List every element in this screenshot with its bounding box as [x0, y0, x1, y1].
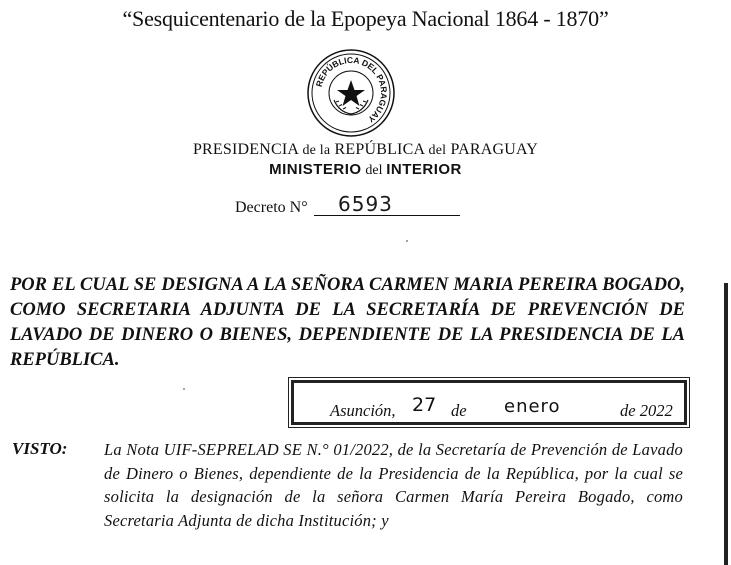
presidencia-del: del: [428, 143, 447, 158]
national-seal-icon: [306, 48, 396, 138]
presidencia-republica: REPÚBLICA: [334, 141, 425, 158]
decree-title: POR EL CUAL SE DESIGNA A LA SEÑORA CARMEN MARIA PEREIRA BOGADO, COMO SECRETARIA ADJUNTA DE LA SECRETARÍA DE PREVENCIÓN DE LAVADO DE DINERO O BIENES, DEPENDIENTE DE LA PRESIDENCIA DE LA REPÚBLICA.: [10, 275, 685, 370]
scan-speck: [406, 240, 408, 242]
date-de: de: [451, 401, 467, 420]
ministerio-del: del: [365, 163, 383, 178]
decreto-label: Decreto N°: [235, 199, 308, 216]
ministerio-interior: INTERIOR: [386, 161, 462, 178]
presidencia-paraguay: PARAGUAY: [450, 141, 539, 158]
date-city: Asunción,: [330, 401, 396, 420]
presidencia-heading: [0, 141, 731, 159]
ministerio-word: MINISTERIO: [269, 161, 362, 178]
decreto-underline: [314, 215, 460, 216]
visto-label: VISTO:: [12, 439, 68, 458]
svg-text:REPÚBLICA DEL PARAGUAY: REPÚBLICA DEL PARAGUAY: [313, 54, 390, 125]
date-day: 27: [412, 394, 437, 416]
presidencia-word: PRESIDENCIA: [192, 141, 299, 158]
date-year: de 2022: [620, 401, 673, 420]
ministerio-heading: [0, 161, 731, 179]
presidencia-de-la: de la: [302, 143, 331, 158]
scan-speck: [183, 388, 185, 390]
page-edge-shadow: [724, 283, 728, 565]
decreto-number: 6593: [338, 192, 393, 216]
date-month: enero: [504, 396, 561, 417]
visto-paragraph: La Nota UIF-SEPRELAD SE N.° 01/2022, de la Secretaría de Prevención de Lavado de Dinero o Bienes, dependiente de la Presidencia de la República, por la cual se solicita la designación de la señora Carmen María Pereira Bogado, como Secretaria Adjunta de dicha Institución; y: [104, 440, 683, 530]
motto-header: “Sesquicentenario de la Epopeya Nacional 1864 - 1870”: [122, 6, 609, 31]
